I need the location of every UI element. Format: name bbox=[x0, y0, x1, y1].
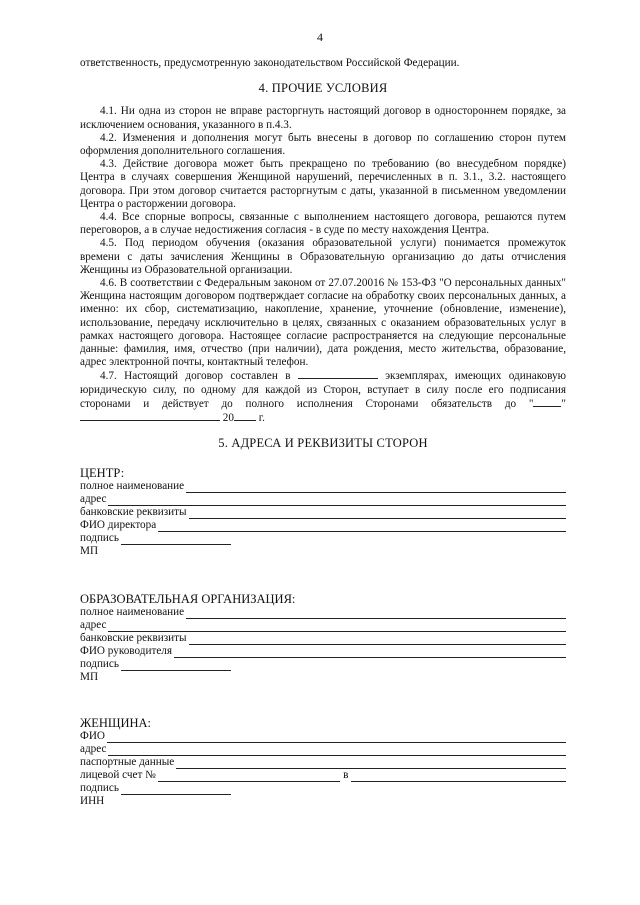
center-stamp-label: МП bbox=[80, 545, 99, 558]
org-title: ОБРАЗОВАТЕЛЬНАЯ ОРГАНИЗАЦИЯ: bbox=[80, 592, 296, 607]
woman-address-field: адрес bbox=[80, 743, 566, 756]
center-full-name-field: полное наименование bbox=[80, 480, 566, 493]
woman-fio-line[interactable] bbox=[107, 732, 566, 743]
center-director-line[interactable] bbox=[158, 521, 566, 532]
woman-block bbox=[80, 716, 566, 808]
center-address-line[interactable] bbox=[108, 495, 566, 506]
year-blank[interactable] bbox=[234, 411, 256, 421]
org-full-name-field: полное наименование bbox=[80, 606, 566, 619]
org-address-field: адрес bbox=[80, 619, 566, 632]
woman-bank-line[interactable] bbox=[351, 771, 566, 782]
center-bank-line[interactable] bbox=[189, 508, 566, 519]
org-bank-field: банковские реквизиты bbox=[80, 632, 566, 645]
org-stamp-label: МП bbox=[80, 671, 99, 684]
month-blank[interactable] bbox=[80, 411, 220, 421]
woman-passport-field: паспортные данные bbox=[80, 756, 566, 769]
woman-address-line[interactable] bbox=[108, 745, 566, 756]
woman-passport-line[interactable] bbox=[176, 758, 566, 769]
woman-fio-field: ФИО bbox=[80, 730, 566, 743]
org-signature-field: подпись bbox=[80, 658, 566, 671]
org-signature-line[interactable] bbox=[121, 660, 231, 671]
woman-account-line[interactable] bbox=[158, 771, 340, 782]
clause-4-1: 4.1. Ни одна из сторон не вправе расторгнуть настоящий договор в одностороннем порядке, за исключением основания, указанного в п.4.3. bbox=[80, 105, 566, 131]
clause-4-3: 4.3. Действие договора может быть прекращено по требованию (во внесудебном порядке) Центра в случаях совершения Женщиной нарушений, перечисленных в п. 3.1., 3.2. настоящего договора. При этом договор считается расторгнутым с даты, указанной в письменном уведомлении Центра о расторжении договора. bbox=[80, 158, 566, 210]
clause-4-7-year: 20 bbox=[222, 412, 234, 425]
org-bank-line[interactable] bbox=[189, 634, 566, 645]
clause-4-7-end: г. bbox=[258, 412, 265, 425]
center-address-field: адрес bbox=[80, 493, 566, 506]
copies-count-blank[interactable] bbox=[298, 369, 378, 379]
woman-account-field: лицевой счет № в bbox=[80, 769, 566, 782]
org-block bbox=[80, 592, 566, 684]
document-body bbox=[80, 57, 566, 808]
center-director-field: ФИО директора bbox=[80, 519, 566, 532]
section5-title: 5. АДРЕСА И РЕКВИЗИТЫ СТОРОН bbox=[218, 436, 428, 451]
clause-4-5: 4.5. Под периодом обучения (оказания образовательной услуги) понимается промежуток времени с даты зачисления Женщины в Образовательную организацию до даты отчисления Женщины из Образовательной организации. bbox=[80, 237, 566, 276]
center-signature-line[interactable] bbox=[121, 534, 231, 545]
woman-signature-field: подпись bbox=[80, 782, 566, 795]
day-blank[interactable] bbox=[533, 397, 561, 407]
clause-4-7-middle: экземплярах, имеющих одинаковую юридическую силу, по одному для каждой из Сторон, вступает в силу после его подписания сторонами и действует до полного исполнения Сторонами обязательств до " bbox=[80, 370, 566, 410]
org-address-line[interactable] bbox=[108, 621, 566, 632]
org-head-line[interactable] bbox=[174, 647, 566, 658]
intro-line: ответственность, предусмотренную законодательством Российской Федерации. bbox=[80, 57, 460, 69]
woman-inn-label: ИНН bbox=[80, 795, 105, 808]
clause-4-7-quote: " bbox=[561, 397, 566, 410]
clause-4-6: 4.6. В соответствии с Федеральным законом от 27.07.20016 № 153-ФЗ "О персональных данных" Женщина настоящим договором подтверждает согласие на обработку своих персональных данных, а именно: их сбор, систематизацию, накопление, хранение, уточнение (обновление, изменение), использование, передачу исключительно в целях, связанных с оказанием образовательных услуг в рамках настоящего договора. Настоящее согласие распространяется на следующие персональные данные: фамилия, имя, отчество (при наличии), дата рождения, место жительства, образование, адрес электронной почты, контактный телефон. bbox=[80, 277, 566, 369]
center-bank-field: банковские реквизиты bbox=[80, 506, 566, 519]
page-number: 4 bbox=[317, 30, 323, 44]
clause-4-2: 4.2. Изменения и дополнения могут быть внесены в договор по соглашению сторон путем оформления дополнительного соглашения. bbox=[80, 131, 566, 158]
center-title: ЦЕНТР: bbox=[80, 466, 125, 481]
org-head-field: ФИО руководителя bbox=[80, 645, 566, 658]
org-full-name-line[interactable] bbox=[186, 608, 566, 619]
woman-signature-line[interactable] bbox=[121, 784, 231, 795]
center-block bbox=[80, 466, 566, 558]
clause-4-7-start: 4.7. Настоящий договор составлен в bbox=[100, 370, 291, 383]
clause-4-7 bbox=[80, 369, 566, 425]
center-signature-field: подпись bbox=[80, 532, 566, 545]
center-full-name-line[interactable] bbox=[186, 482, 566, 493]
section4-title: 4. ПРОЧИЕ УСЛОВИЯ bbox=[258, 81, 388, 96]
woman-title: ЖЕНЩИНА: bbox=[80, 716, 152, 731]
clause-4-4: 4.4. Все спорные вопросы, связанные с выполнением настоящего договора, решаются путем переговоров, а в случае недостижения согласия - в суде по месту нахождения Центра. bbox=[80, 211, 566, 237]
